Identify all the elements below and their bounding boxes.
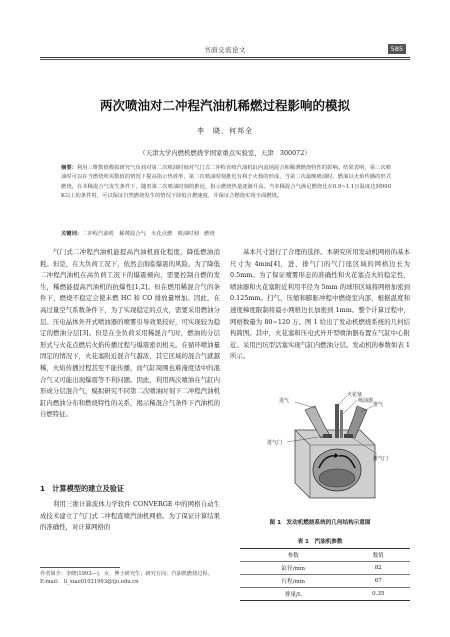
- table-row: [240, 588, 410, 601]
- section-heading: 1 计算模型的建立及验证: [40, 484, 125, 493]
- section-paragraph: 利用三维计算流体力学软件 CONVERGE 中的网格自动生成技术建立了气门式二冲程直喷汽油机网格。为了保证计算结果的准确性，对计算网格的: [40, 500, 220, 532]
- table-header-cell: 参数: [240, 549, 347, 562]
- injector: [340, 410, 343, 438]
- keywords-label: 关键词：: [61, 231, 83, 237]
- piston-bowl: [319, 469, 355, 487]
- footnote: [40, 570, 220, 586]
- footnote-rule: [40, 567, 120, 568]
- table-header-cell: 数值: [347, 549, 410, 562]
- table-cell: 缸径/mm: [240, 562, 347, 575]
- table-cell: 0.35: [347, 588, 410, 601]
- table-cell: 排量/L: [240, 588, 347, 601]
- table-header-row: [240, 549, 410, 562]
- table-cell: 67: [347, 575, 410, 588]
- header-rule-thin: [40, 59, 410, 60]
- keywords-text: 二冲程汽油机 稀薄混合气 火花点燃 喷油时刻 燃烧: [82, 231, 215, 237]
- label-exhaust: 排气: [373, 402, 384, 408]
- label-exhaust-valve: 排气门: [373, 456, 389, 462]
- label-intake-valve: 进气门: [267, 440, 283, 446]
- table-row: [240, 575, 410, 588]
- table-cell: 82: [347, 562, 410, 575]
- page-number: 585: [388, 44, 406, 54]
- table-row: [240, 562, 410, 575]
- running-header: 书面交流论文: [204, 46, 246, 54]
- label-spark-plug: 火花塞: [347, 392, 363, 398]
- abstract: [61, 164, 391, 201]
- figure-caption: 图 1 发动机燃烧系统的几何结构示意图: [269, 520, 371, 526]
- label-injector: 喷油器: [358, 398, 374, 404]
- paper-title: 两次喷油对二冲程汽油机稀燃过程影响的模拟: [99, 98, 350, 113]
- label-intake: 进气: [279, 398, 290, 404]
- engine-parameters-table: [240, 548, 410, 601]
- section-body: [40, 499, 220, 534]
- body-right-column: [230, 247, 410, 363]
- body-left-column: [40, 247, 220, 421]
- author-info: 作者简介：李晓(1993—)，女，博士研究生；研究方向：汽油机燃烧过程。: [40, 571, 213, 577]
- abstract-label: 摘要：: [61, 165, 77, 171]
- keywords: [61, 229, 391, 237]
- abstract-text: 利用三维数值模拟研究气负荷对第二次喷油时刻对气门式二冲程直喷汽油机缸内流场混合和稀薄燃烧特性的影响。结果表明，第二次喷油时可以在当燃烧所需数值的情况下提高指示热效率，第二次喷油时刻推迟有利于火核的形成，当第二次最晚喷油时，燃油以火焰传播的形式燃烧，在本稀混合气发生条件下，随着第二次喷油时刻的推迟，指示燃烧热量逐渐升高。当本稀混合气满足燃烧比在0.9~1.1且温度达到900 K以上的条件时，可以保证自然燃烧发生的情况下降低自燃速度，并保证合燃烧实现全面燃烧。: [61, 165, 391, 199]
- paper-affiliation: （天津大学内燃机燃烧学国家重点实验室，天津 300072）: [139, 149, 311, 157]
- exhaust-port: [347, 406, 367, 438]
- paper-authors: 李 晓，何邦全: [197, 127, 253, 135]
- table-cell: 行程/mm: [240, 575, 347, 588]
- header-rule: [40, 57, 410, 58]
- intro-paragraph: 气门式二冲程汽油机能提高汽油机面化程度，降低燃油消耗。但是，在大负荷工况下，依然会面临爆震的风险。为了降低二冲程汽油机在高负荷工况下的爆震倾向，需要控制自燃的发生，稀燃能提高汽油机的抗爆性[1,2]。但在燃用稀混合气的条件下，燃烧不稳定会使未燃 HC 和 CO 排放量增加。因此，在高过量空气系数条件下，为了实现稳定的点火，需要采用燃油分层。压电晶体外开式喷油器的喷雾引导效果较好，可实现较为稳定的燃油分层[3]。但是在全负荷采用稀混合气时，燃油的分层形式与火花点燃后火焰传播过程与爆震密切相关。在循环喷油量固定的情况下，火花塞附近混合气越浓，其它区域的混合气就越稀，火焰传播过程甚至不能传播，而气缸周围也难淹度适中的混合气又可能出现爆震等不利问题。因此，利用两次喷油在气缸内形成分层混合气，模拟研究不同第二次喷油时刻下二冲程汽油机缸内燃油分布和燃烧特性的关系，揭示稀混合气条件下汽油机的自燃特征。: [40, 248, 220, 419]
- mesh-paragraph: 基本尺寸进行了合理的选择。本研究所用发动机网格的基本尺寸为 4mm[4]，进、排气门的气门座区域的网格边长为 0.5mm。为了保证喷雾形态的准确性和火花塞点火的稳定性，喷油器和火花塞附近利用半径为 5mm 的球形区域将网格加密到 0.125mm。扫气、压缩和膨胀冲程中燃烧室内部，根据温度和速度梯度限制将最小网格边长加密到 1mm。整个计算过程中，网格数量为 80~120 万。图 1 给出了发动机燃烧系统的几何结构简图。其中，火花塞和压电式外开型喷油器布置在气缸中心附近。采用凹坑型活塞实现气缸内燃油分层。发动机的参数如表 1 所示。: [230, 248, 411, 361]
- engine-geometry-figure: [265, 390, 395, 515]
- spark-plug: [335, 404, 339, 438]
- author-email: E-mail: li_xiao01021993@tju.edu.cn: [40, 579, 139, 585]
- table-caption: 表 1 汽油机参数: [297, 539, 343, 545]
